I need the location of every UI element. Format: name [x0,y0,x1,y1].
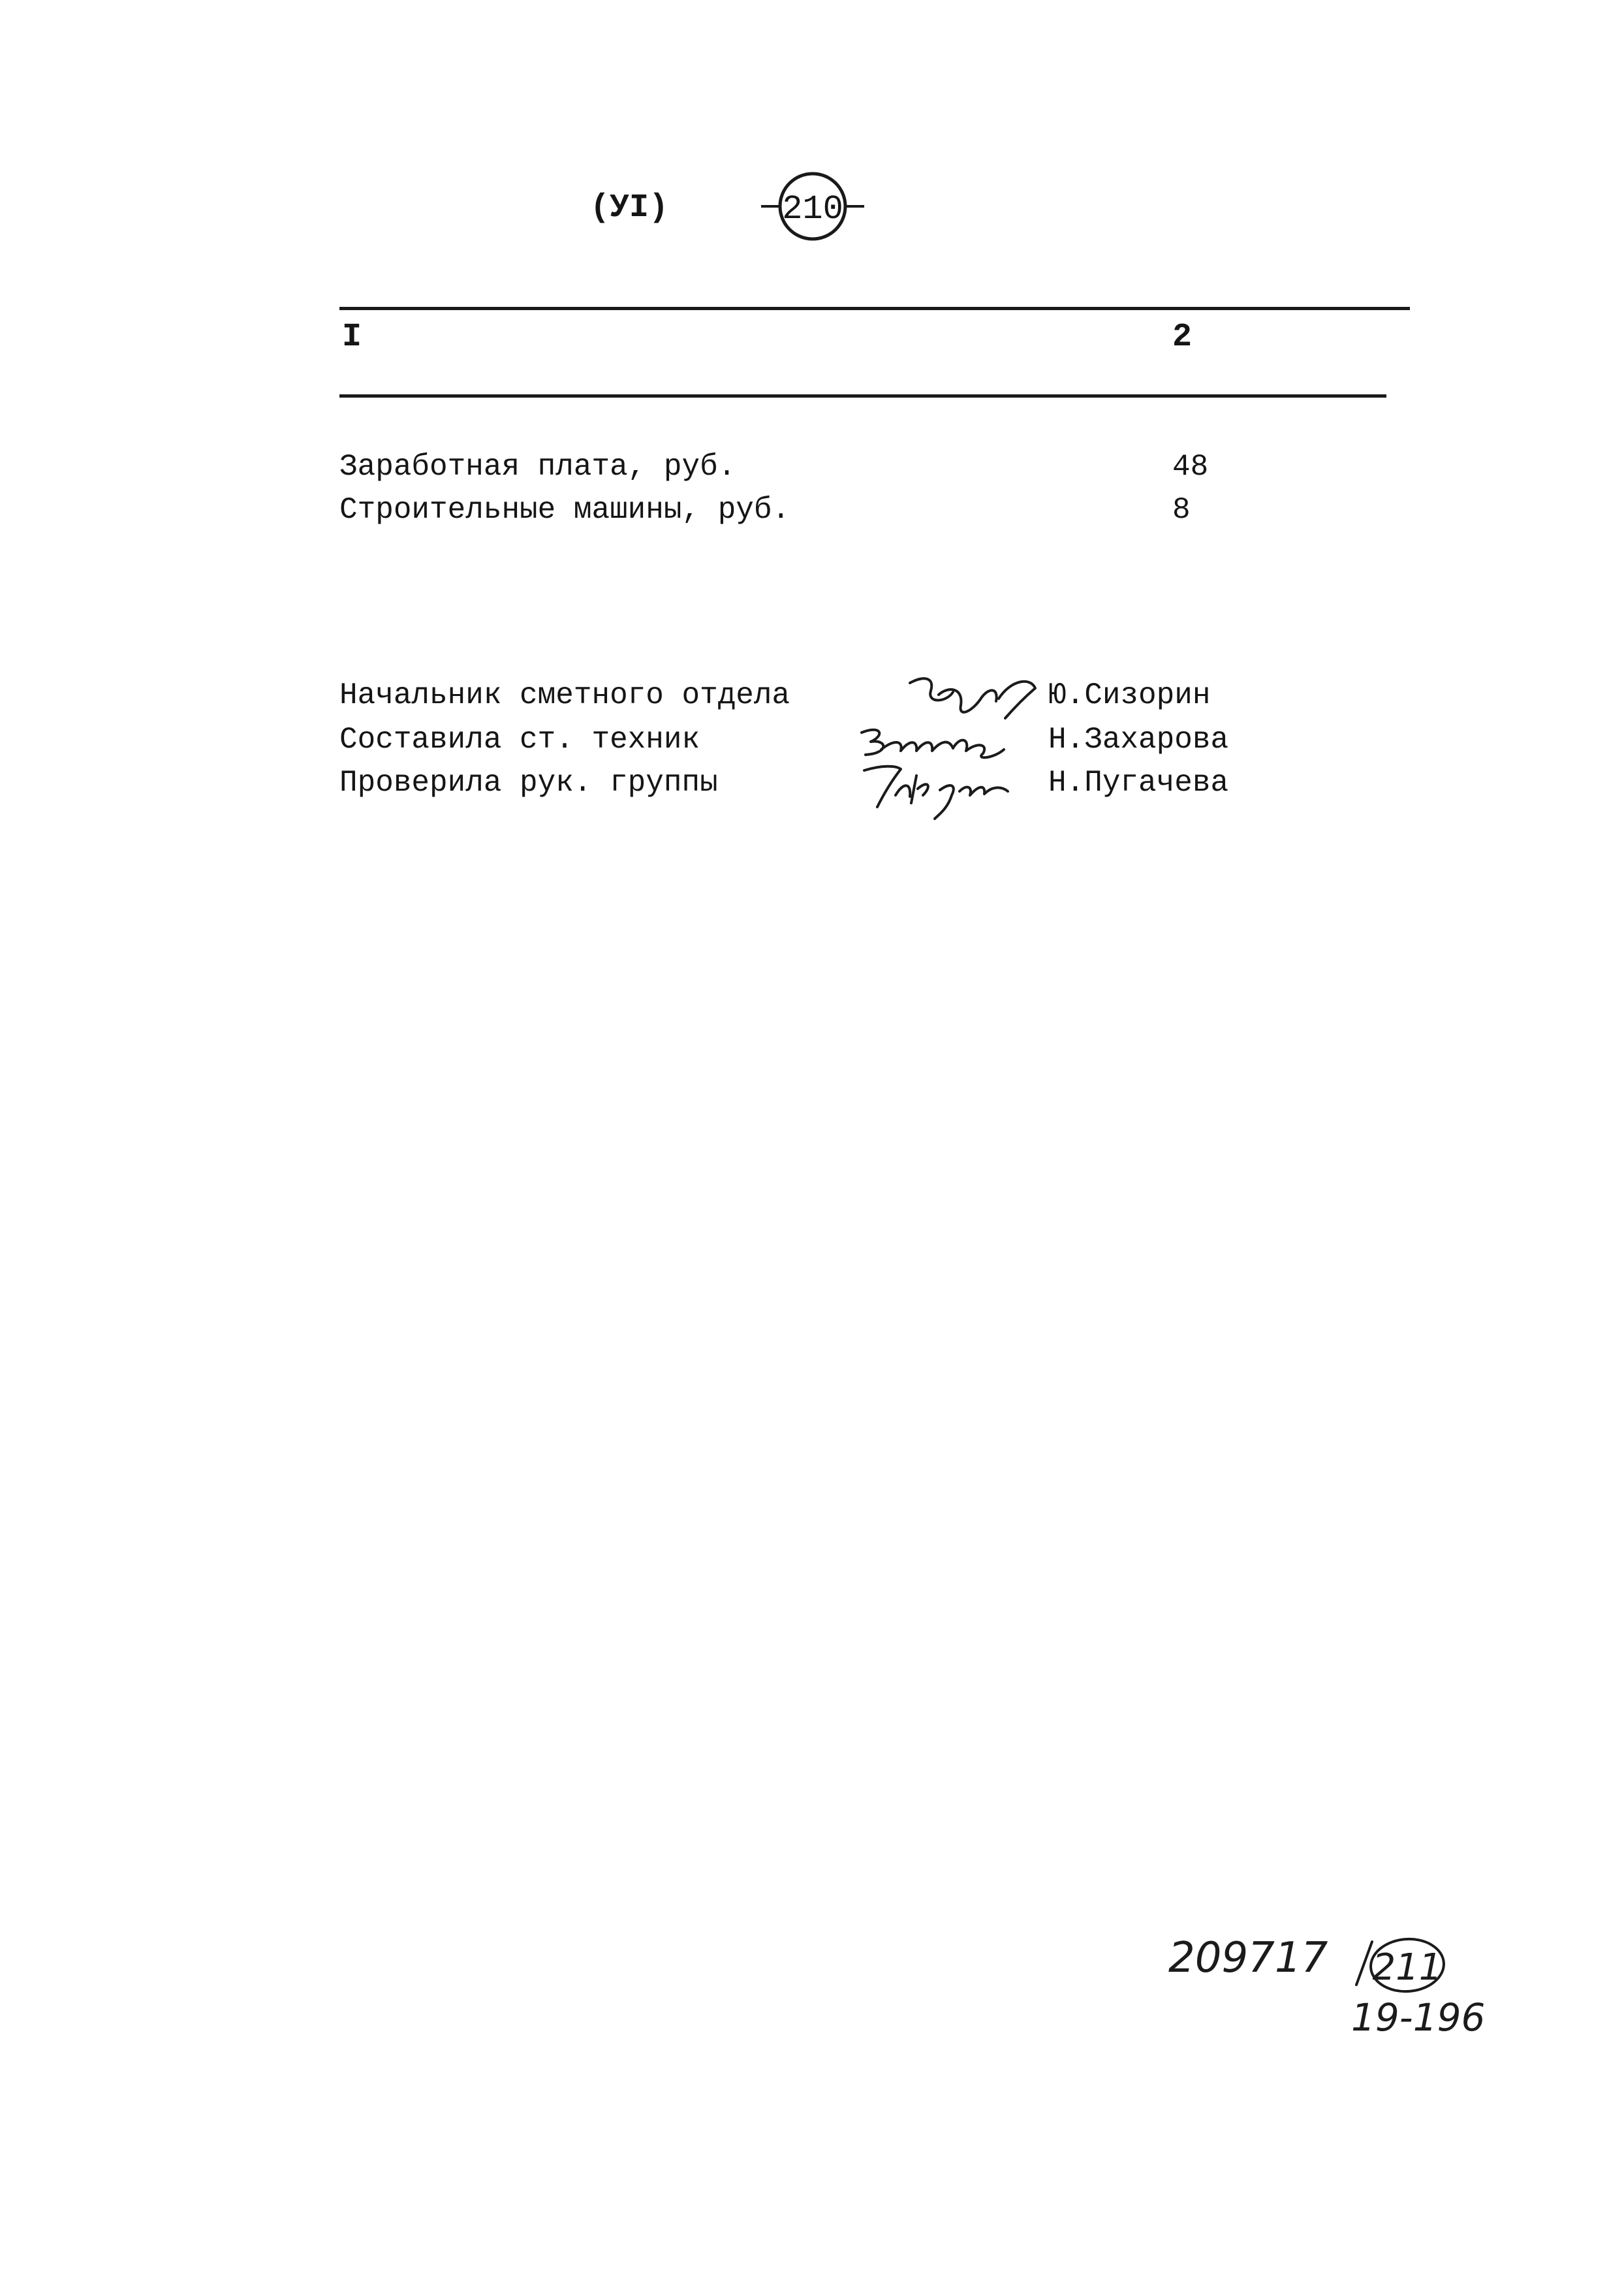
signer-position: Начальник сметного отдела [339,678,790,712]
stamped-page-number: 211 [1372,1946,1443,1989]
section-number: (УI) [590,189,669,227]
row-value: 8 [1172,493,1191,527]
footer-handwritten-marks [1162,1920,1486,2050]
column-header-2: 2 [1172,319,1193,356]
table-top-rule [339,307,1410,310]
row-label: Заработная плата, руб. [339,450,736,484]
signer-name: Н.Пугачева [1048,766,1229,800]
row-label: Строительные машины, руб. [339,493,790,527]
signature-3-handwriting [855,756,1012,821]
handwritten-code: 19-196 [1351,1995,1486,2040]
page-number: 210 [782,190,843,229]
row-value: 48 [1172,450,1209,484]
signer-name: Ю.Сизорин [1048,678,1211,712]
table-header-rule [339,394,1386,398]
signer-position: Проверила рук. группы [339,766,718,800]
handwritten-number: 209717 [1168,1934,1328,1982]
page-number-stamp [757,166,868,244]
column-header-1: I [342,319,362,356]
signer-name: Н.Захарова [1048,723,1229,757]
signer-position: Составила ст. техник [339,723,700,757]
